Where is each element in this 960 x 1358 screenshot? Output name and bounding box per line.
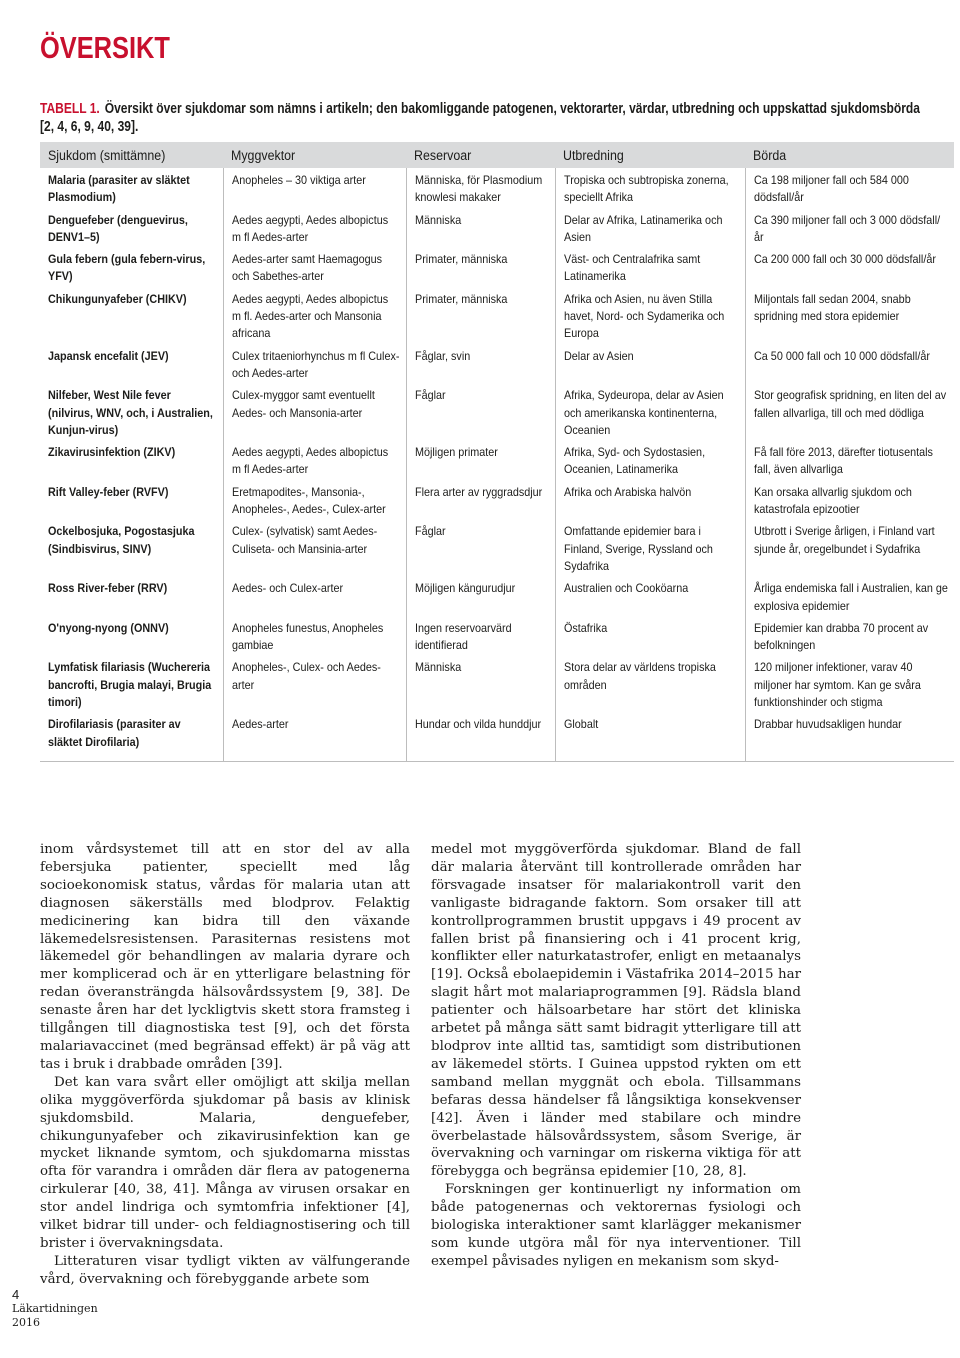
table-cell: Primater, människa [406,247,555,287]
page-footer [12,1288,98,1330]
table-cell: Hundar och vilda hunddjur [406,712,555,761]
table-cell: Årliga endemiska fall i Australien, kan ge explosiva epidemier [745,576,954,616]
table-cell: Denguefeber (denguevirus, DENV1–5) [48,212,188,244]
table-cell: Aedes-arter samt Haemagogus och Sabethes-arter [223,247,406,287]
table-caption-label: TABELL 1. [40,101,100,117]
body-column-right [431,841,801,1271]
table-cell: Få fall före 2013, därefter tiotusentals fall, även allvarliga [745,440,954,480]
table-cell: Anopheles funestus, Anopheles gambiae [223,616,406,656]
table-body [40,168,954,761]
table-cell: Japansk encefalit (JEV) [48,348,169,363]
column-header: Sjukdom (smittämne) [40,142,223,168]
table-cell: Dirofilariasis (parasiter av släktet Dirofilaria) [48,717,181,749]
table-row [40,480,954,520]
table-cell: Anopheles-, Culex- och Aedes-arter [223,655,406,712]
table-row [40,247,954,287]
table-cell: Delar av Afrika, Latinamerika och Asien [555,208,745,248]
table-cell: Aedes-arter [223,712,406,761]
table-row [40,440,954,480]
table-cell: Människa, för Plasmodium knowlesi makaker [406,168,555,208]
table-cell: Anopheles – 30 viktiga arter [223,168,406,208]
table-cell: Stora delar av världens tropiska områden [555,655,745,712]
table-cell: Malaria (parasiter av släktet Plasmodium) [48,173,190,205]
table-cell: Möjligen kängurudjur [406,576,555,616]
table-row [40,383,954,440]
table-cell: Ockelbosjuka, Pogostasjuka (Sindbisvirus, SINV) [48,524,195,556]
table-cell: Tropiska och subtropiska zonerna, speciellt Afrika [555,168,745,208]
table-cell: Culex tritaeniorhynchus m fl Culex- och Aedes-arter [223,344,406,384]
table-header-row [40,142,954,168]
column-header: Myggvektor [223,142,406,168]
table-cell: Afrika, Sydeuropa, delar av Asien och amerikanska kontinenterna, Oceanien [555,383,745,440]
journal-name: Läkartidningen [12,1302,98,1315]
table-row [40,208,954,248]
table-row [40,168,954,208]
table-cell: Culex-myggor samt eventuellt Aedes- och Mansonia-arter [223,383,406,440]
body-paragraph: medel mot myggöverförda sjukdomar. Bland de fall där malaria återvänt till kontrollerade områden har försvagade insatser för malariakontroll varit den vanligaste bidragande faktorn. Som orsaker till att kontrollprogrammen brustit uppgavs i 49 procent av fallen brist på finansiering och i 41 procent krig, konflikter eller naturkatastrofer, enligt en metaanalys [19]. Också ebolaepidemin i Västafrika 2014–2015 har slagit hårt mot malariaprogrammen [9]. Rädsla bland patienter och hälsoarbetare har stört det kliniska arbetet på många sätt samt bidragit ytterligare till att blodprov inte alltid tas, samtidigt som distributionen av läkemedel störts. I Guinea uppstod rykten om ett samband mellan myggnät och ebola. Tillsammans befaras dessa händelser få långsiktiga konsekvenser [42]. Även i länder med stabilare och mindre överbelastade hälsovårdssystem, såsom Sverige, är övervakning och varningar om riskerna viktiga för att förebygga och begränsa epidemier [10, 28, 8]. [431,842,801,1180]
body-paragraph: Forskningen ger kontinuerligt ny information om både patogenernas och vektorernas fysiologi och biologiska interaktioner samt klarlägger mekanismer som kunde utgöra mål för nya interventioner. Till exempel påvisades nyligen en mekanism som skyd- [431,1182,801,1269]
table-cell: Möjligen primater [406,440,555,480]
table-cell: Gula febern (gula febern-virus, YFV) [48,252,206,284]
table-cell: Globalt [555,712,745,761]
table-cell: Eretmapodites-, Mansonia-, Anopheles-, Aedes-, Culex-arter [223,480,406,520]
overview-table-wrapper [40,142,954,762]
table-row [40,287,954,344]
table-caption-text: Översikt över sjukdomar som nämns i artikeln; den bakomliggande patogenen, vektorarter, värdar, utbredning och uppskattad sjukdomsbörda [2, 4, 6, 9, 40, 39]. [40,101,920,135]
table-cell: Delar av Asien [555,344,745,384]
table-cell: Afrika och Arabiska halvön [555,480,745,520]
table-cell: O'nyong-nyong (ONNV) [48,620,169,635]
overview-table [40,142,954,762]
table-cell: Zikavirusinfektion (ZIKV) [48,445,176,460]
body-paragraph: Litteraturen visar tydligt vikten av välfungerande vård, övervakning och förebyggande arbete som [40,1253,410,1287]
table-cell: Fåglar, svin [406,344,555,384]
column-header: Utbredning [555,142,745,168]
table-cell: Människa [406,208,555,248]
table-cell: Aedes aegypti, Aedes albopictus m fl Aedes-arter [223,440,406,480]
table-cell: Ca 50 000 fall och 10 000 dödsfall/år [745,344,954,384]
publication-year: 2016 [12,1316,40,1329]
table-cell: Rift Valley-feber (RVFV) [48,484,169,499]
table-cell: Epidemier kan drabba 70 procent av befolkningen [745,616,954,656]
table-cell: Ca 198 miljoner fall och 584 000 dödsfall/år [745,168,954,208]
column-header: Börda [745,142,954,168]
table-cell: Ingen reservoarvärd identifierad [406,616,555,656]
table-cell: Människa [406,655,555,712]
table-cell: Aedes- och Culex-arter [223,576,406,616]
body-paragraph: inom vårdsystemet till att en stor del av alla febersjuka patienter, speciellt med låg socioekonomisk status, vårdas för malaria utan att diagnosen säkerställs med blodprov. Felaktig medicinering kan bidra till den växande läkemedelsresistensen. Parasiternas resistens mot läkemedel gör behandlingen av malaria dyrare och mer komplicerad och är en ytterligare belastning för redan överansträngda hälsovårdssystem [9, 38]. De senaste åren har det lyckligtvis skett stora framsteg i tillgången till diagnostiska test [9], och det första malariavaccinet (med begränsad effekt) är på väg att tas i bruk i drabbade områden [39]. [40,842,410,1072]
table-cell: Nilfeber, West Nile fever (nilvirus, WNV, och, i Australien, Kunjun-virus) [48,388,213,437]
table-row [40,344,954,384]
table-cell: Afrika och Asien, nu även Stilla havet, Nord- och Sydamerika och Europa [555,287,745,344]
table-cell: Kan orsaka allvarlig sjukdom och katastrofala epizootier [745,480,954,520]
table-cell: Fåglar [406,383,555,440]
table-row [40,712,954,761]
table-cell: Flera arter av ryggradsdjur [406,480,555,520]
table-cell: Primater, människa [406,287,555,344]
table-cell: Ross River-feber (RRV) [48,581,168,596]
table-cell: Fåglar [406,519,555,576]
body-paragraph: Det kan vara svårt eller omöjligt att skilja mellan olika myggöverförda sjukdomar på basis av klinisk sjukdomsbild. Malaria, denguefeber, chikungunyafeber och zikavirusinfektion kan ge mycket liknande symtom, och sjukdomarna misstas ofta för varandra i områden där flera av patogenerna cirkulerar [40, 38, 41]. Många av virusen orsakar en stor andel lindriga och symtomfria infektioner [4], vilket bidrar till under- och feldiagnostisering och till brister i övervakningsdata. [40,1074,410,1251]
table-cell: Drabbar huvudsakligen hundar [745,712,954,761]
table-cell: Aedes aegypti, Aedes albopictus m fl. Aedes-arter och Mansonia africana [223,287,406,344]
body-column-left [40,841,410,1289]
table-cell: Stor geografisk spridning, en liten del av fallen allvarliga, till och med dödliga [745,383,954,440]
table-cell: Utbrott i Sverige årligen, i Finland vart sjunde år, oregelbundet i Sydafrika [745,519,954,576]
table-cell: Culex- (sylvatisk) samt Aedes-Culiseta- och Mansinia-arter [223,519,406,576]
table-cell: Afrika, Syd- och Sydostasien, Oceanien, Latinamerika [555,440,745,480]
page-number: 4 [12,1287,20,1302]
table-row [40,519,954,576]
table-caption [40,100,932,136]
table-cell: Chikungunyafeber (CHIKV) [48,291,187,306]
table-row [40,655,954,712]
table-cell: Lymfatisk filariasis (Wuchereria bancrofti, Brugia malayi, Brugia timori) [48,660,212,710]
table-cell: Australien och Cooköarna [555,576,745,616]
table-cell: Aedes aegypti, Aedes albopictus m fl Aedes-arter [223,208,406,248]
table-row [40,576,954,616]
table-cell: Omfattande epidemier bara i Finland, Sverige, Ryssland och Sydafrika [555,519,745,576]
table-cell: Östafrika [555,616,745,656]
table-cell: Ca 390 miljoner fall och 3 000 dödsfall/år [745,208,954,248]
table-cell: Väst- och Centralafrika samt Latinamerika [555,247,745,287]
table-cell: Ca 200 000 fall och 30 000 dödsfall/år [745,247,954,287]
section-title: ÖVERSIKT [40,30,170,65]
table-row [40,616,954,656]
column-header: Reservoar [406,142,555,168]
table-cell: 120 miljoner infektioner, varav 40 miljoner har symtom. Kan ge svåra funktionshinder och stigma [745,655,954,712]
table-cell: Miljontals fall sedan 2004, snabb spridning med stora epidemier [745,287,954,344]
